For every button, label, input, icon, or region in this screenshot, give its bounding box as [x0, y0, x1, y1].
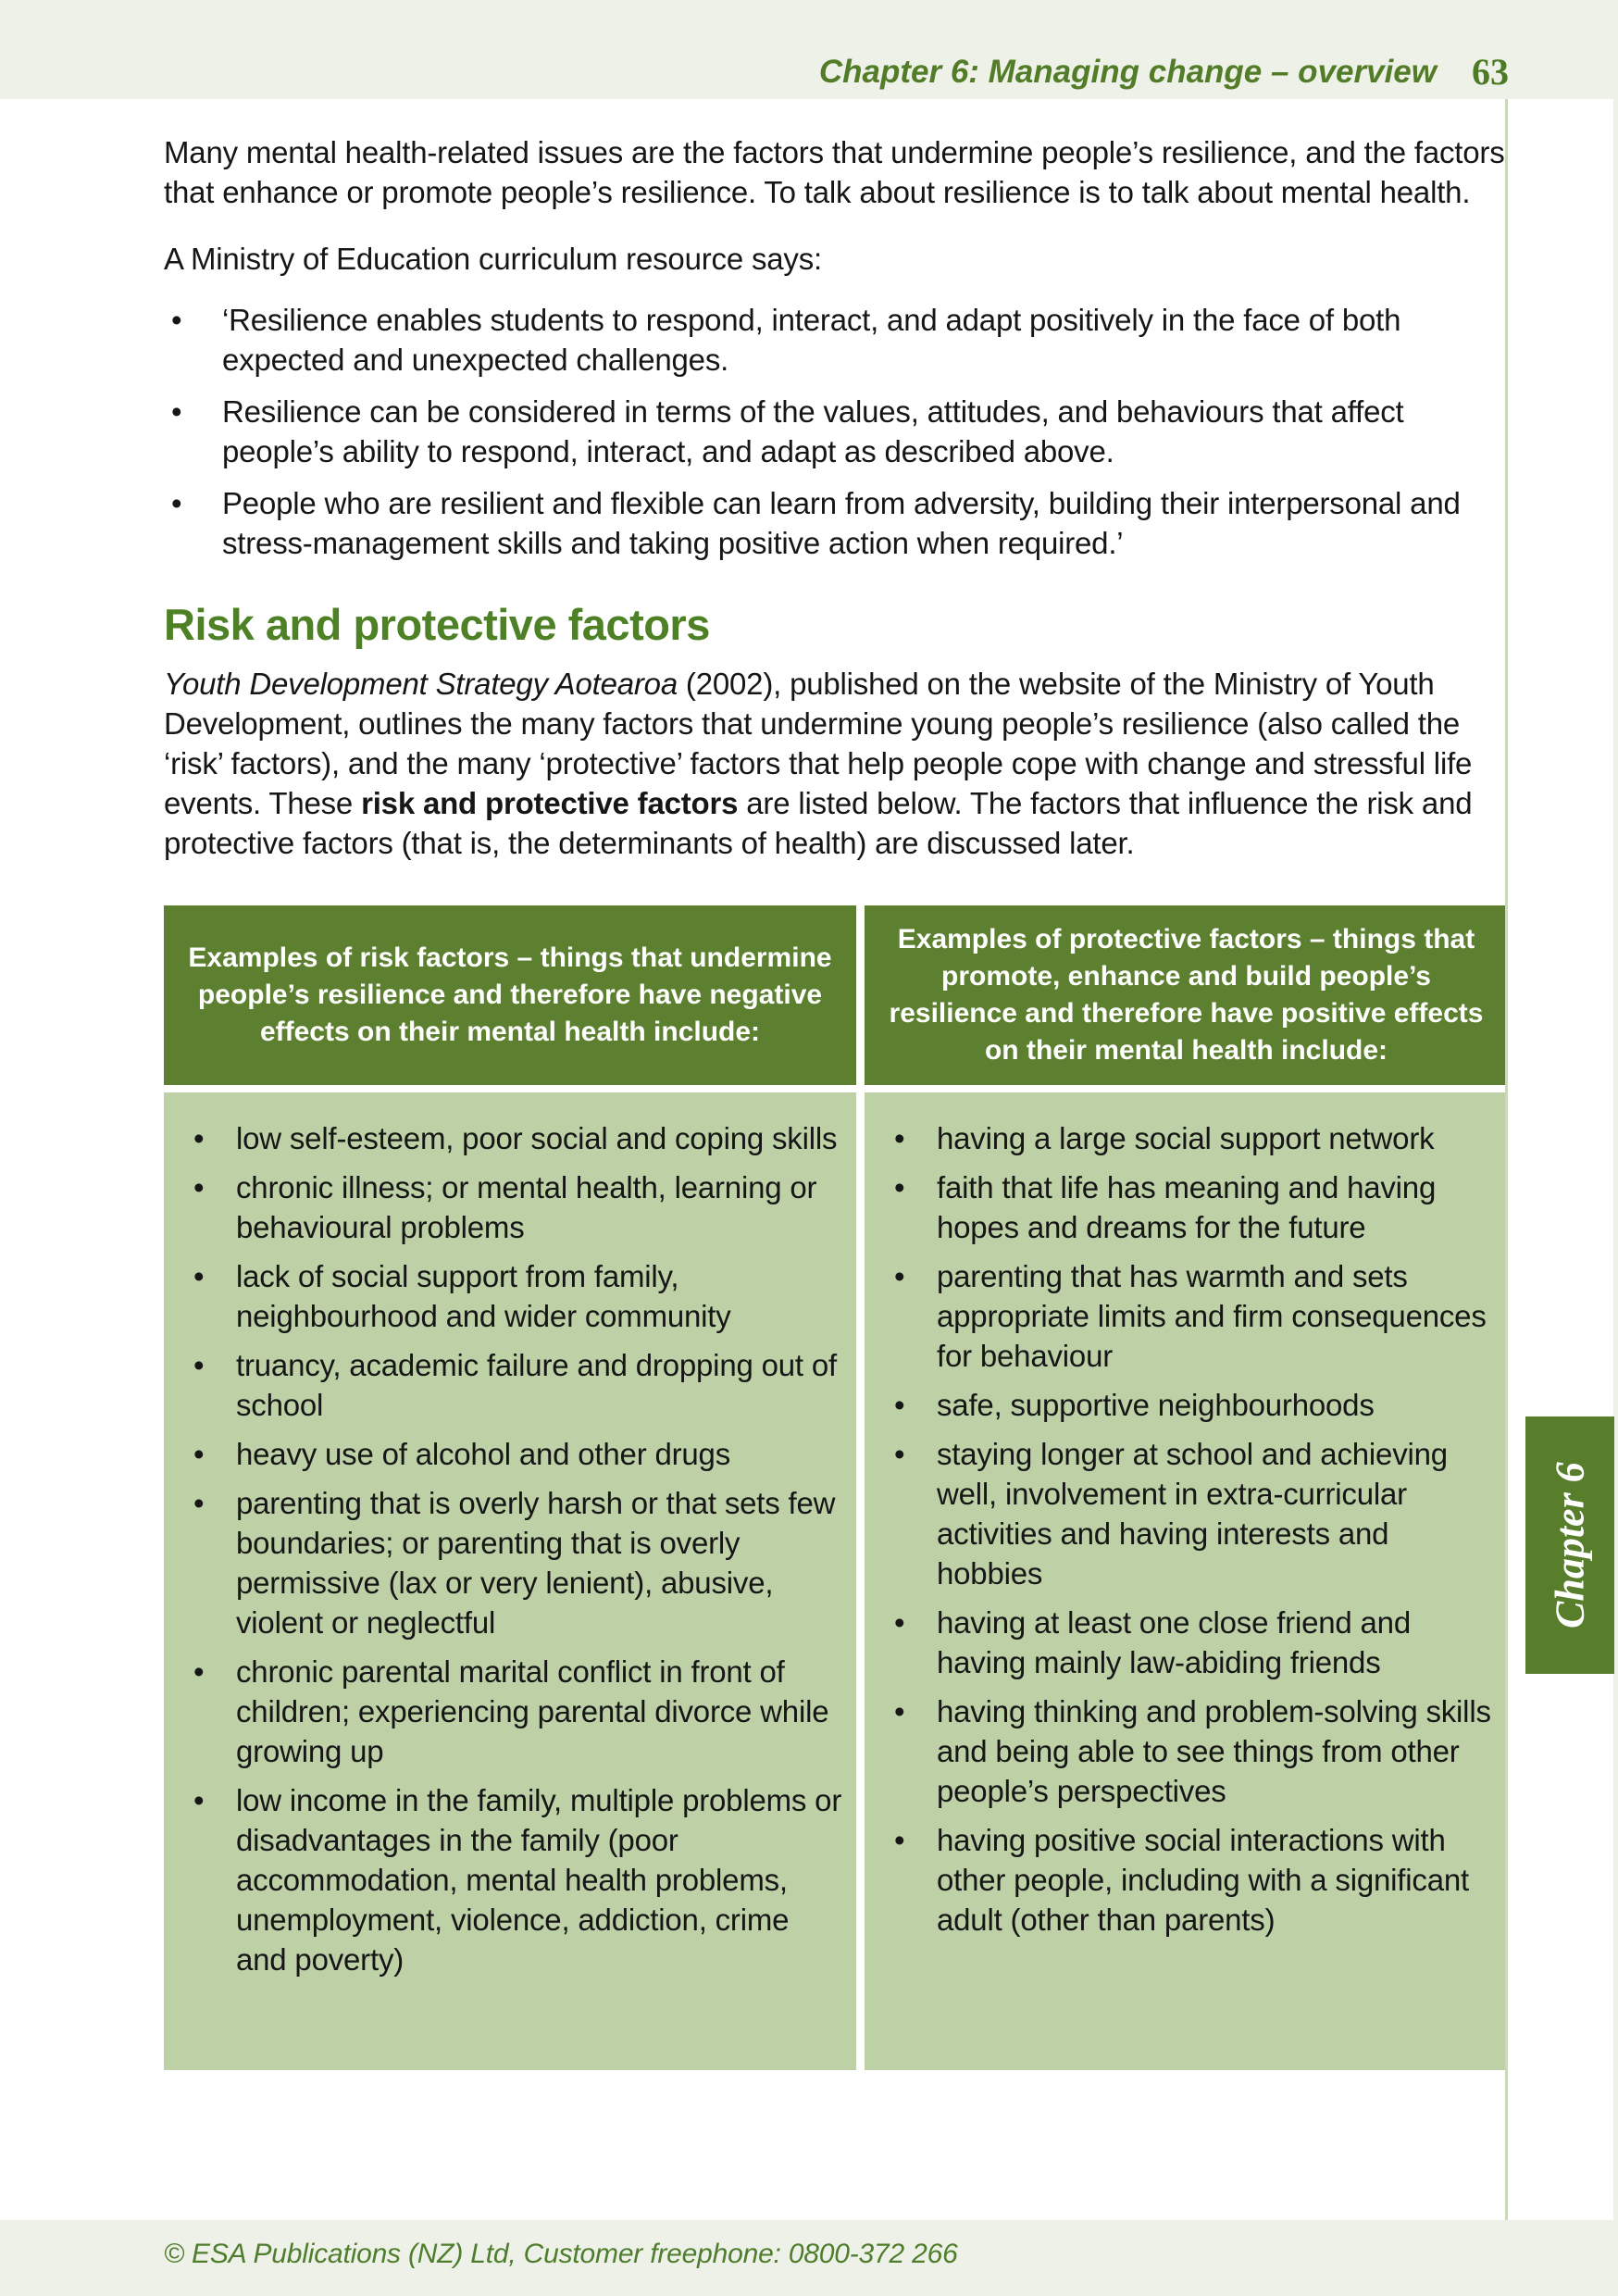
list-item: • ‘Resilience enables students to respond, interact, and adapt positively in the face of both expected and unexpected challenges.: [164, 300, 1513, 380]
list-item: • having a large social support network: [892, 1118, 1495, 1158]
list-item: • Resilience can be considered in terms of the values, attitudes, and behaviours that affect people’s ability to respond, interact, and adapt as described above.: [164, 392, 1513, 471]
table-header-risk-factors: Examples of risk factors – things that undermine people’s resilience and therefore have negative effects on their mental health include:: [164, 905, 856, 1085]
list-item: • heavy use of alcohol and other drugs: [192, 1434, 843, 1474]
page-footer-band: [0, 2220, 1618, 2296]
text-segment: Youth Development Strategy Aotearoa: [164, 667, 678, 701]
page-header-band: [0, 0, 1618, 99]
main-content: [164, 99, 1513, 2070]
list-item: • low income in the family, multiple problems or disadvantages in the family (poor accommodation, mental health problems, unemployment, violence, addiction, crime and poverty): [192, 1780, 843, 1979]
section-heading: Risk and protective factors: [164, 600, 710, 649]
intro-paragraph: Many mental health-related issues are the factors that undermine people’s resilience, and the factors that enhance or promote people’s resilience. To talk about resilience is to talk about mental health.: [164, 135, 1505, 209]
risk-protective-factors-table: [164, 905, 1513, 2070]
list-item: • having thinking and problem-solving skills and being able to see things from other people’s perspectives: [892, 1691, 1495, 1811]
text-segment: are listed below. The factors that influence the risk and protective factors (that is, the determinants of health) are discussed later.: [164, 786, 1473, 860]
list-item: • parenting that is overly harsh or that sets few boundaries; or parenting that is overly permissive (lax or very lenient), abusive, violent or neglectful: [192, 1483, 843, 1642]
right-margin-rule: [1505, 99, 1508, 2220]
list-item: • low self-esteem, poor social and coping skills: [192, 1118, 843, 1158]
list-item: • parenting that has warmth and sets appropriate limits and firm consequences for behaviour: [892, 1256, 1495, 1376]
page-edge-strip: [1613, 0, 1618, 2296]
list-item: • having positive social interactions with other people, including with a significant adult (other than parents): [892, 1820, 1495, 1940]
list-item: • chronic parental marital conflict in front of children; experiencing parental divorce while growing up: [192, 1652, 843, 1771]
text-segment: risk and protective factors: [361, 786, 739, 820]
publisher-footer-text: © ESA Publications (NZ) Ltd, Customer freephone: 0800-372 266: [164, 2239, 958, 2269]
protective-factors-list: [892, 1118, 1495, 1940]
table-cell-risk-factors: [164, 1092, 856, 2070]
chapter-side-tab: Chapter 6: [1525, 1416, 1614, 1674]
list-item: • chronic illness; or mental health, learning or behavioural problems: [192, 1167, 843, 1247]
list-item: • safe, supportive neighbourhoods: [892, 1385, 1495, 1425]
table-header-protective-factors: Examples of protective factors – things that promote, enhance and build people’s resilience and therefore have positive effects on their mental health include:: [865, 905, 1508, 1085]
page-number: 63: [1472, 51, 1509, 94]
section-paragraph: [164, 664, 1513, 863]
list-item: • lack of social support from family, neighbourhood and wider community: [192, 1256, 843, 1336]
risk-factors-list: [192, 1118, 843, 1979]
list-item: • having at least one close friend and having mainly law-abiding friends: [892, 1603, 1495, 1682]
chapter-running-head: Chapter 6: Managing change – overview: [818, 54, 1437, 90]
list-item: • faith that life has meaning and having hopes and dreams for the future: [892, 1167, 1495, 1247]
list-item: • staying longer at school and achieving well, involvement in extra-curricular activities and having interests and hobbies: [892, 1434, 1495, 1593]
list-item: • truancy, academic failure and dropping out of school: [192, 1345, 843, 1425]
resource-intro-line: A Ministry of Education curriculum resource says:: [164, 242, 822, 276]
text-segment: (2002), published on the website of the Ministry of Youth Development, outlines the many factors that undermine young people’s resilience (also called the ‘risk’ factors), and the many ‘protective’ factors that help people cope with change and stressful life events. These: [164, 667, 1473, 820]
resource-bullet-list: [164, 300, 1513, 563]
list-item: • People who are resilient and flexible can learn from adversity, building their interpersonal and stress-management skills and taking positive action when required.’: [164, 483, 1513, 563]
table-cell-protective-factors: [865, 1092, 1508, 2070]
